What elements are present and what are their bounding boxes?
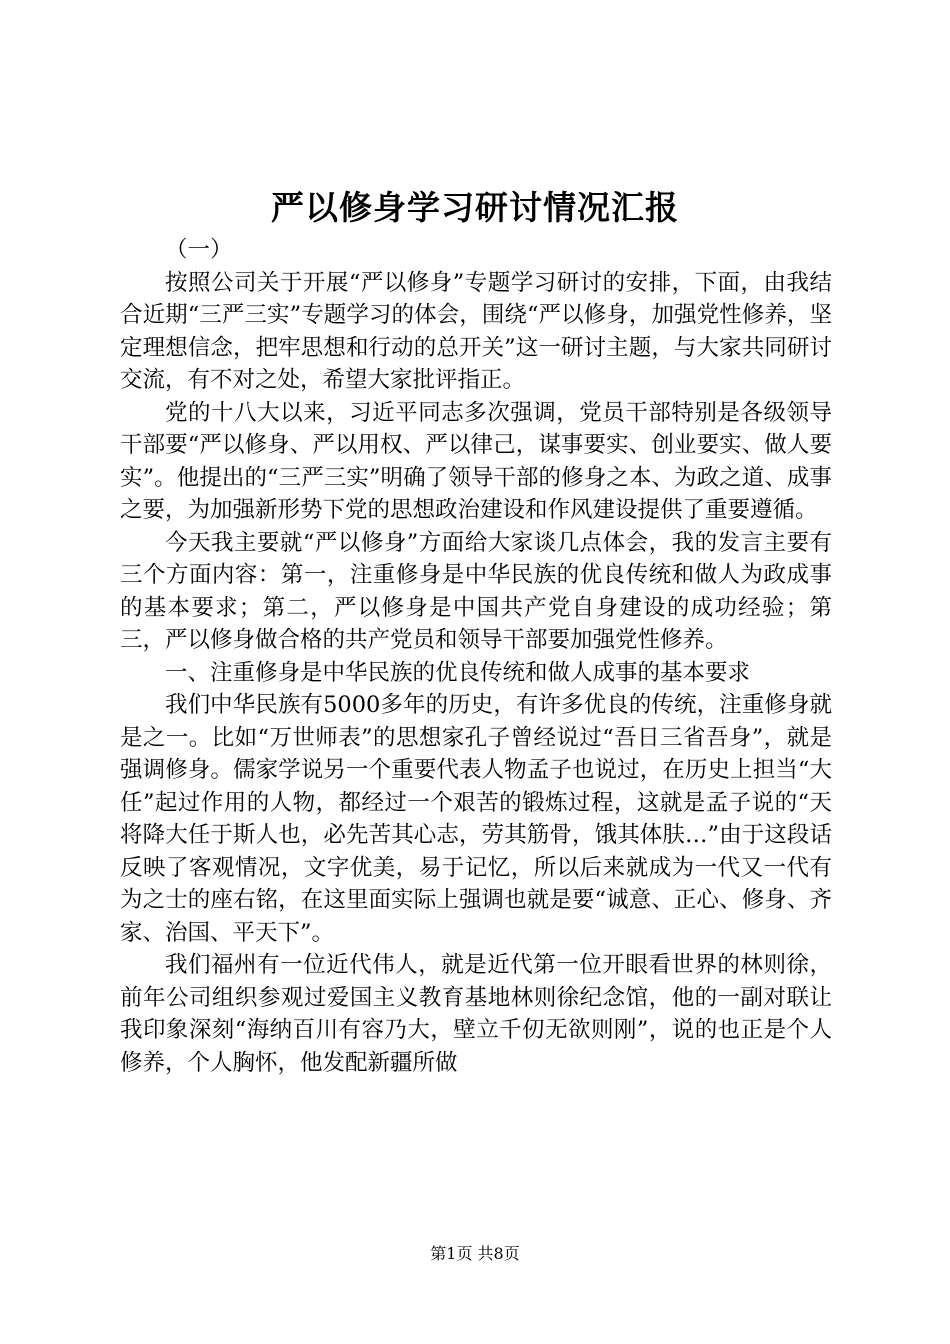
section-number: （一） — [165, 237, 233, 263]
page-footer: 第1页 共8页 — [430, 1244, 520, 1263]
document-body — [120, 234, 832, 1079]
paragraph-lin-zexu: 我们福州有一位近代伟人，就是近代第一位开眼看世界的林则徐，前年公司组织参观过爱国主义教育基地林则徐纪念馆，他的一副对联让我印象深刻“海纳百川有容乃大，壁立千仞无欲则刚”，说的也正是个人修养，个人胸怀，他发配新疆所做 — [120, 952, 832, 1076]
section-heading-1: 一、注重修身是中华民族的优良传统和做人成事的基本要求 — [165, 659, 751, 686]
paragraph-tradition: 我们中华民族有5000多年的历史，有许多优良的传统，注重修身就是之一。比如“万世师表”的思想家孔子曾经说过“吾日三省吾身”，就是强调修身。儒家学说另一个重要代表人物孟子也说过，在历史上担当“大任”起过作用的人物，都经过一个艰苦的锻炼过程，这就是孟子说的“天将降大任于斯人也，必先苦其心志，劳其筋骨，饿其体肤…”由于这段话反映了客观情况，文字优美，易于记忆，所以后来就成为一代又一代有为之士的座右铭，在这里面实际上强调也就是要“诚意、正心、修身、齐家、治国、平天下”。 — [120, 692, 832, 946]
paragraph-intro: 按照公司关于开展“严以修身”专题学习研讨的安排，下面，由我结合近期“三严三实”专题学习的体会，围绕“严以修身，加强党性修养，坚定理想信念，把牢思想和行动的总开关”这一研讨主题，与大家共同研讨交流，有不对之处，希望大家批评指正。 — [120, 269, 832, 393]
paragraph-background: 党的十八大以来，习近平同志多次强调，党员干部特别是各级领导干部要“严以修身、严以用权、严以律己，谋事要实、创业要实、做人要实”。他提出的“三严三实”明确了领导干部的修身之本、为政之道、成事之要，为加强新形势下党的思想政治建设和作风建设提供了重要遵循。 — [120, 399, 832, 523]
paragraph-outline: 今天我主要就“严以修身”方面给大家谈几点体会，我的发言主要有三个方面内容：第一，注重修身是中华民族的优良传统和做人为政成事的基本要求；第二，严以修身是中国共产党自身建设的成功经验；第三，严以修身做合格的共产党员和领导干部要加强党性修养。 — [120, 529, 832, 653]
document-title: 严以修身学习研讨情况汇报 — [271, 188, 679, 227]
